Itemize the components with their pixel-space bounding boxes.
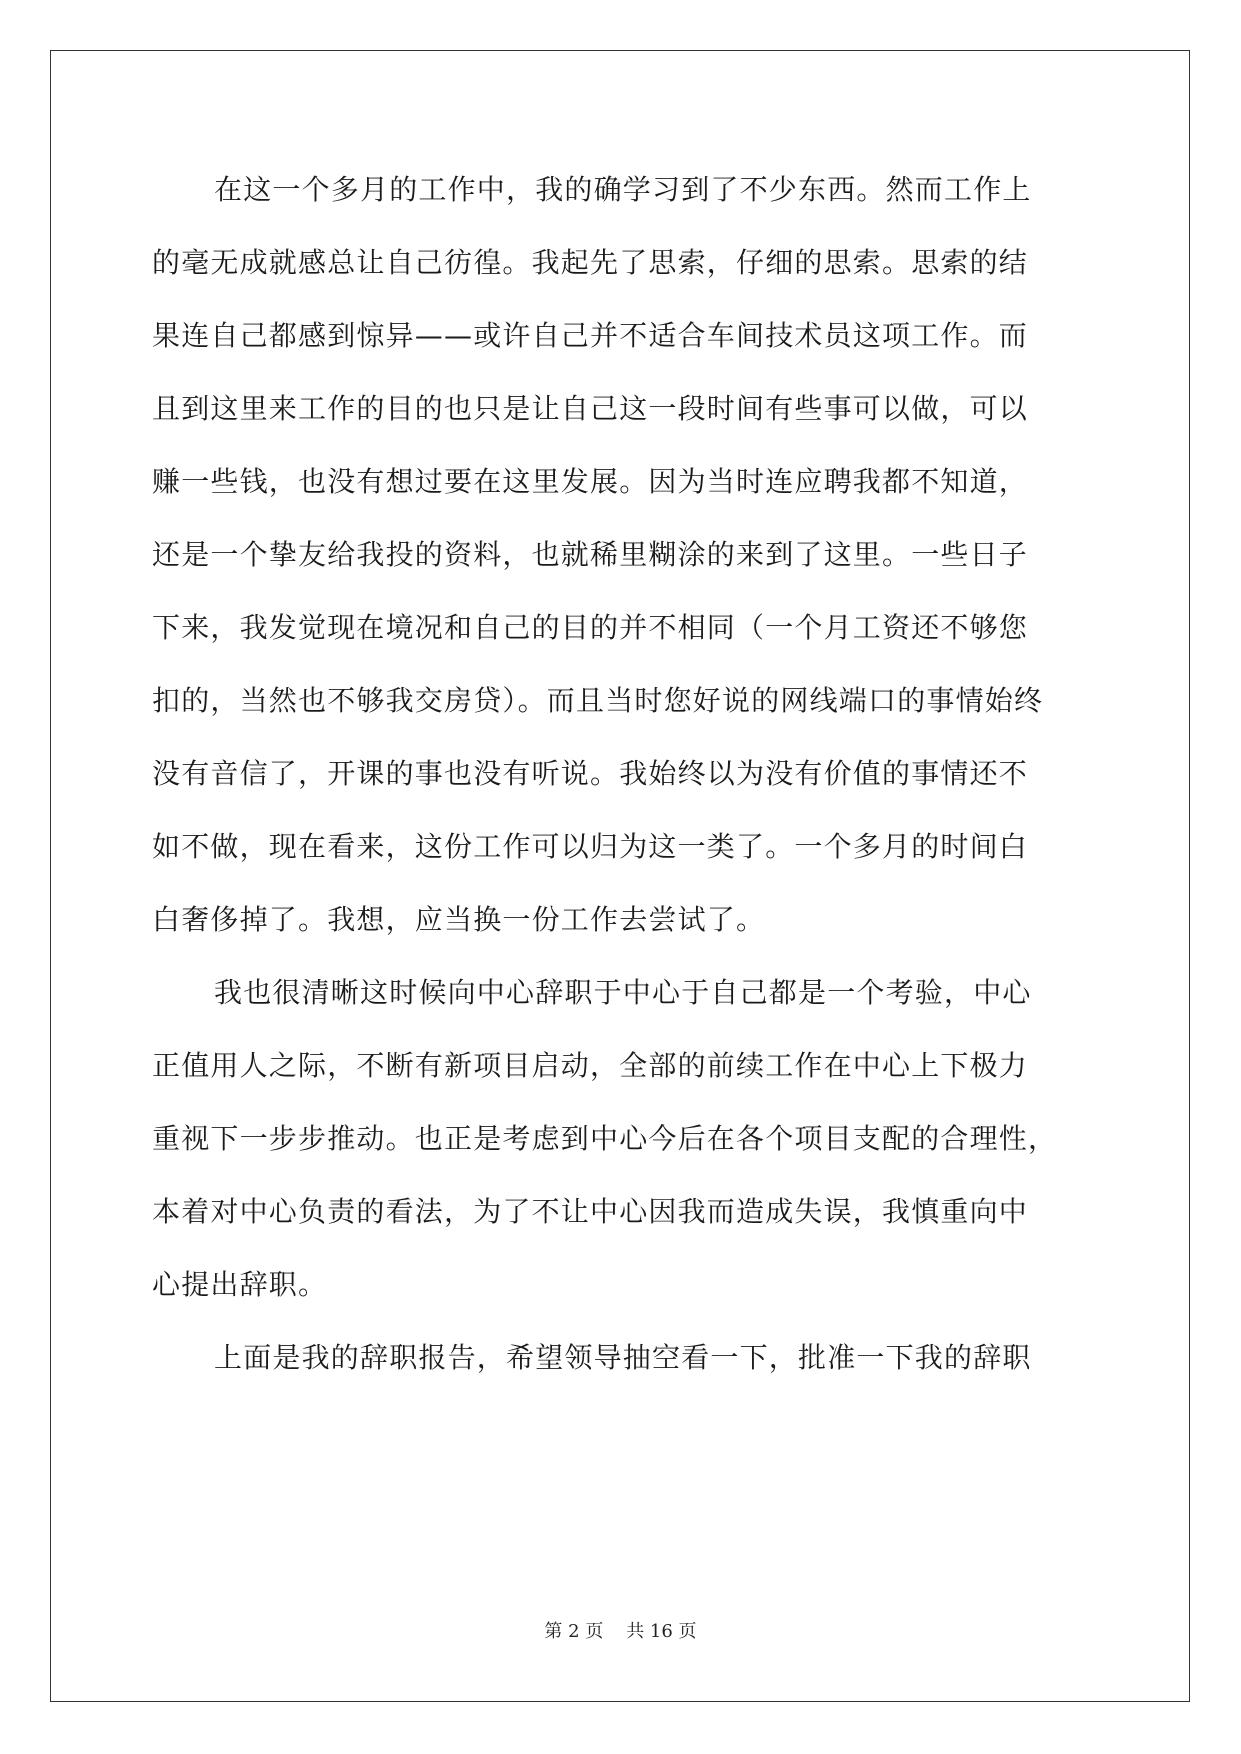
body-text-line: 扣的，当然也不够我交房贷）。而且当时您好说的网线端口的事情始终 [152,684,1044,717]
body-text-line: 在这一个多月的工作中，我的确学习到了不少东西。然而工作上 [214,173,1032,206]
body-text-line: 本着对中心负责的看法，为了不让中心因我而造成失误，我慎重向中 [152,1195,1029,1228]
page-number-footer: 第 2 页 共 16 页 [544,1621,697,1642]
body-text-line: 我也很清晰这时候向中心辞职于中心于自己都是一个考验，中心 [214,976,1032,1009]
body-text-line: 下来，我发觉现在境况和自己的目的并不相同（一个月工资还不够您 [152,611,1029,644]
body-text-line: 还是一个挚友给我投的资料，也就稀里糊涂的来到了这里。一些日子 [152,538,1029,571]
body-text-line: 如不做，现在看来，这份工作可以归为这一类了。一个多月的时间白 [152,830,1029,863]
body-text-line: 心提出辞职。 [152,1268,328,1301]
body-text-line: 的毫无成就感总让自己彷徨。我起先了思索，仔细的思索。思索的结 [152,246,1029,279]
body-text-line: 赚一些钱，也没有想过要在这里发展。因为当时连应聘我都不知道， [152,465,1029,498]
page-frame [50,50,1190,1702]
body-text-line: 上面是我的辞职报告，希望领导抽空看一下，批准一下我的辞职 [214,1341,1032,1374]
body-text-line: 且到这里来工作的目的也只是让自己这一段时间有些事可以做，可以 [152,392,1029,425]
body-text-line: 正值用人之际，不断有新项目启动，全部的前续工作在中心上下极力 [152,1049,1029,1082]
body-text-line: 没有音信了，开课的事也没有听说。我始终以为没有价值的事情还不 [152,757,1029,790]
body-text-line: 果连自己都感到惊异——或许自己并不适合车间技术员这项工作。而 [152,319,1029,352]
body-text-line: 重视下一步步推动。也正是考虑到中心今后在各个项目支配的合理性， [152,1122,1058,1155]
body-text-line: 白奢侈掉了。我想，应当换一份工作去尝试了。 [152,903,766,936]
